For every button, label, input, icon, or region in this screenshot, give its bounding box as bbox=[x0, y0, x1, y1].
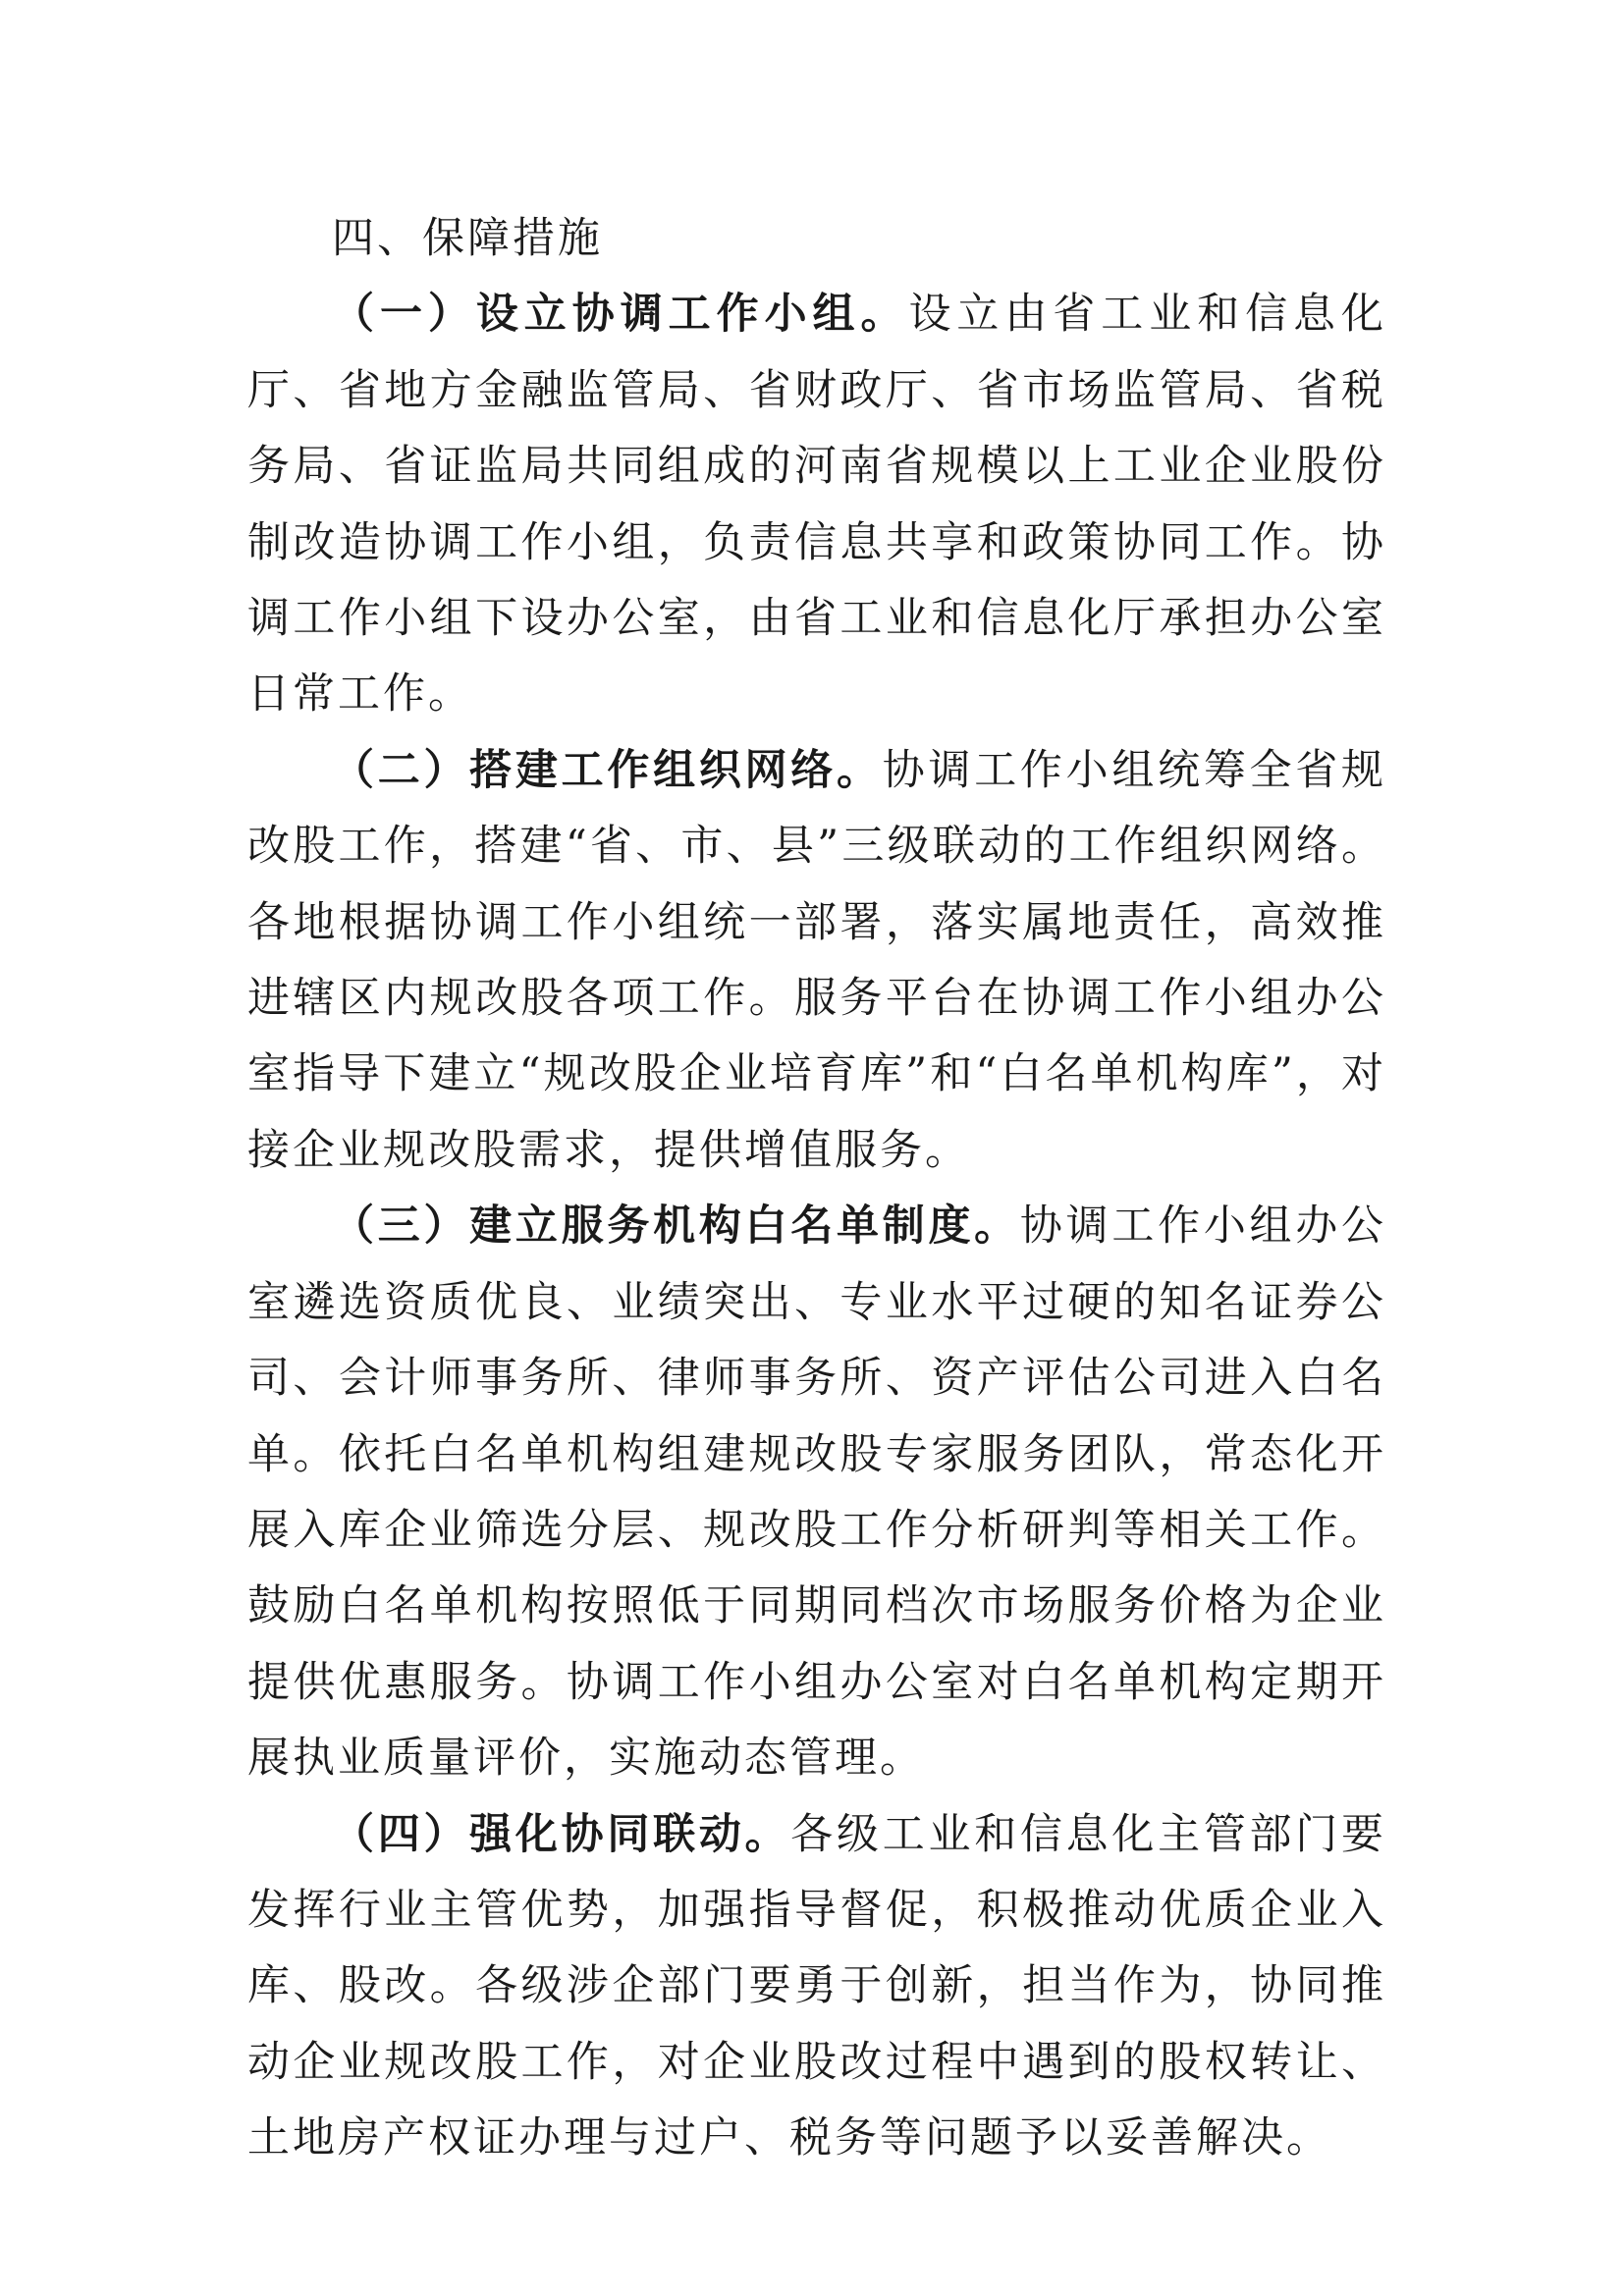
paragraph-1-body: 设立由省工业和信息化厅、省地方金融监管局、省财政厅、省市场监管局、省税务局、省证监局共同组成的河南省规模以上工业企业股份制改造协调工作小组，负责信息共享和政策协同工作。协调工作小组下设办公室，由省工业和信息化厅承担办公室日常工作。 bbox=[247, 290, 1387, 720]
paragraph-2-body: 协调工作小组统筹全省规改股工作，搭建“省、市、县”三级联动的工作组织网络。各地根据协调工作小组统一部署，落实属地责任，高效推进辖区内规改股各项工作。服务平台在协调工作小组办公室指导下建立“规改股企业培育库”和“白名单机构库”，对接企业规改股需求，提供增值服务。 bbox=[247, 745, 1387, 1175]
paragraph-4-body: 各级工业和信息化主管部门要发挥行业主管优势，加强指导督促，积极推动优质企业入库、股改。各级涉企部门要勇于创新，担当作为，协同推动企业规改股工作，对企业股改过程中遇到的股权转让、土地房产权证办理与过户、税务等问题予以妥善解决。 bbox=[247, 1809, 1387, 2163]
paragraph-3-lead: （三）建立服务机构白名单制度。 bbox=[332, 1201, 1020, 1252]
document-body bbox=[247, 201, 1386, 2177]
paragraph-2 bbox=[247, 733, 1386, 1189]
paragraph-3 bbox=[247, 1189, 1386, 1796]
paragraph-3-body: 协调工作小组办公室遴选资质优良、业绩突出、专业水平过硬的知名证券公司、会计师事务所、律师事务所、资产评估公司进入白名单。依托白名单机构组建规改股专家服务团队，常态化开展入库企业筛选分层、规改股工作分析研判等相关工作。鼓励白名单机构按照低于同期同档次市场服务价格为企业提供优惠服务。协调工作小组办公室对白名单机构定期开展执业质量评价，实施动态管理。 bbox=[247, 1201, 1387, 1784]
paragraph-2-lead: （二）搭建工作组织网络。 bbox=[332, 745, 883, 795]
section-heading: 四、保障措施 bbox=[332, 214, 603, 263]
paragraph-1-lead: （一）设立协调工作小组。 bbox=[332, 290, 909, 340]
paragraph-4-lead: （四）强化协同联动。 bbox=[332, 1809, 791, 1859]
paragraph-1 bbox=[247, 277, 1386, 732]
paragraph-4 bbox=[247, 1797, 1386, 2177]
